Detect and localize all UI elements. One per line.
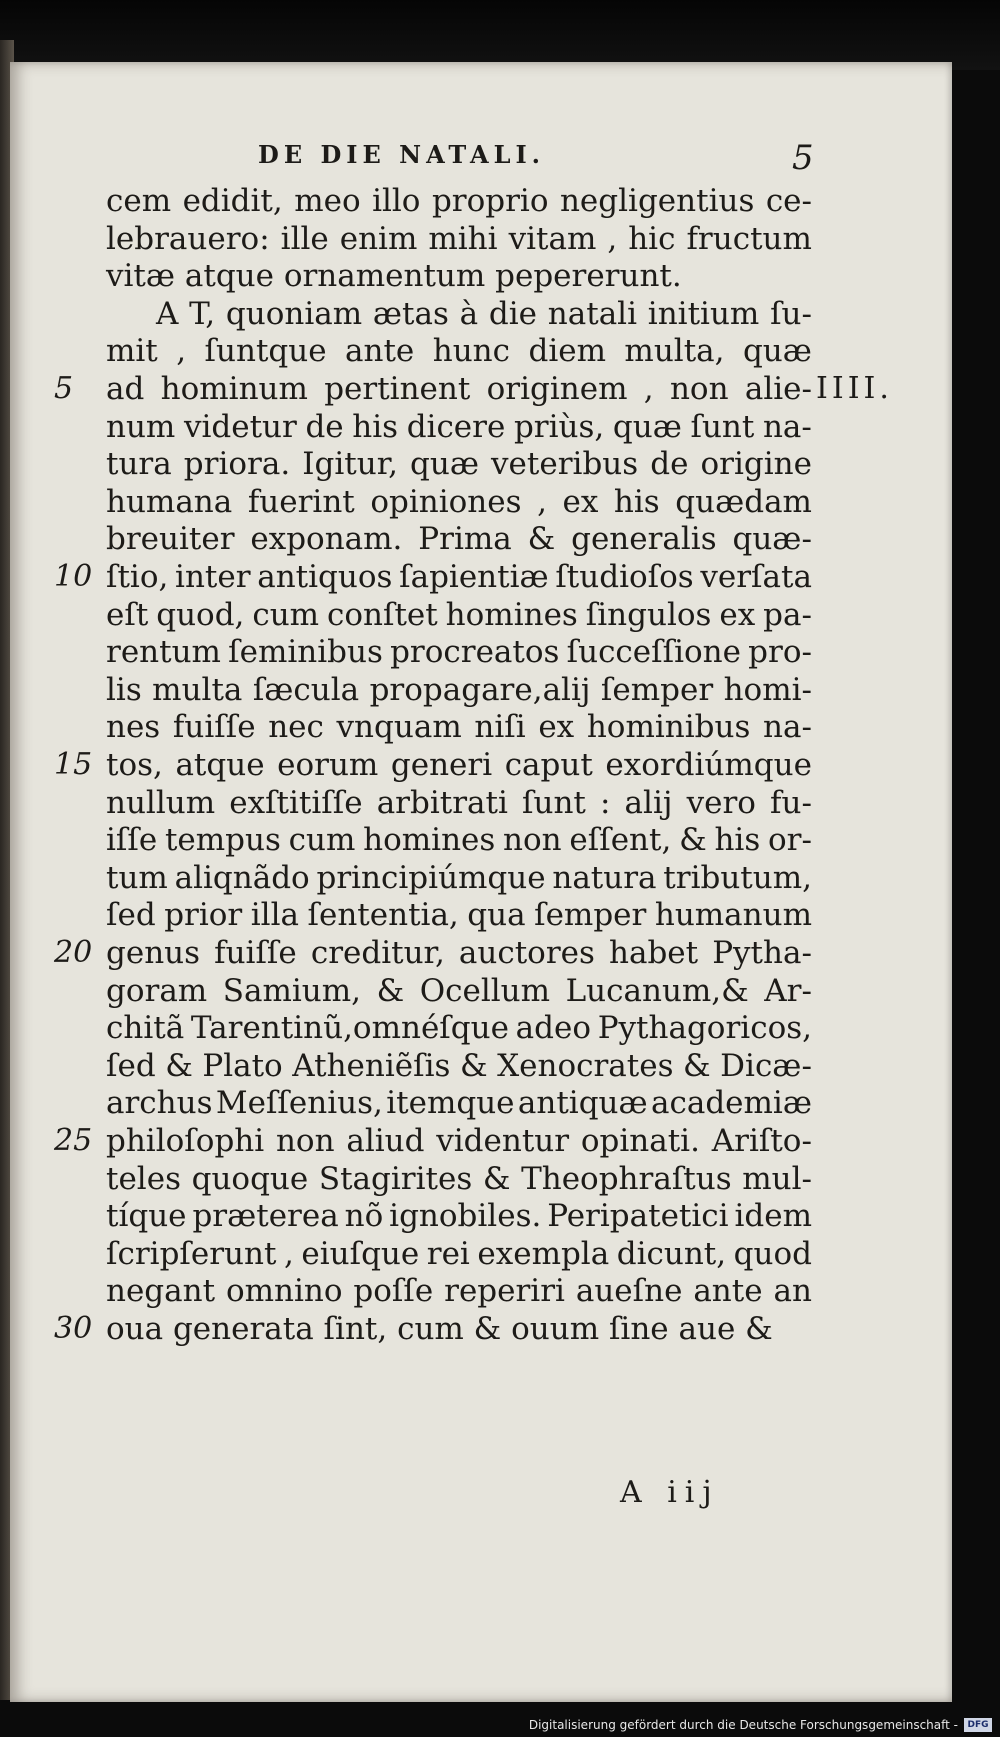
- text-line: ad hominum pertinent originem , non alie-: [106, 371, 812, 407]
- line-number: 30: [54, 1311, 93, 1346]
- text-line: mit , ſuntque ante hunc diem multa, quæ: [106, 333, 812, 370]
- text-line: chitã Tarentinũ,omnéſque adeo Pythagoricos,: [106, 1010, 812, 1047]
- text-line: ſtio, inter antiquos ſapientiæ ſtudioſos verſata: [106, 559, 812, 595]
- text-line: goram Samium, & Ocellum Lucanum,& Ar-: [106, 972, 812, 1009]
- text-line: oua generata ſint, cum & ouum ſine aue &: [106, 1311, 773, 1347]
- line-number: 5: [54, 371, 74, 406]
- line-number: 20: [54, 935, 93, 970]
- text-line: tum aliqnãdo principiúmque natura tributum,: [106, 859, 812, 896]
- running-head-title: DE DIE NATALI.: [258, 140, 546, 169]
- text-line: vitæ atque ornamentum pepererunt.: [106, 258, 682, 295]
- text-line: tíque præterea nõ ignobiles. Peripatetici idem: [106, 1198, 812, 1235]
- text-line: ſed & Plato Atheniẽſis & Xenocrates & Dicæ-: [106, 1047, 812, 1084]
- text-line: cem edidit, meo illo proprio negligentius ce-: [106, 183, 812, 219]
- text-line: nullum exſtitiſſe arbitrati ſunt : alij vero fu-: [106, 784, 812, 821]
- text-line: A T, quoniam ætas à die natali initium ſu-: [156, 295, 812, 332]
- text-line: ſed prior illa ſententia, qua ſemper humanum: [106, 897, 812, 934]
- text-line: genus fuiſſe creditur, auctores habet Pytha-: [106, 935, 812, 971]
- text-line: nes fuiſſe nec vnquam niſi ex hominibus na-: [106, 709, 812, 746]
- line-number: 10: [54, 559, 93, 594]
- text-line: breuiter exponam. Prima & generalis quæ-: [106, 521, 812, 558]
- text-line: teles quoque Stagirites & Theophraſtus mul-: [106, 1160, 812, 1197]
- book-page: [10, 62, 952, 1702]
- footer-bar: [0, 1711, 1000, 1737]
- text-line: lis multa ſæcula propagare,alij ſemper homi-: [106, 671, 812, 708]
- text-line: lebrauero: ille enim mihi vitam , hic fructum: [106, 220, 812, 257]
- text-line: ſcripſerunt , eiuſque rei exempla dicunt, quod: [106, 1235, 812, 1272]
- text-line: humana fuerint opiniones , ex his quædam: [106, 483, 812, 520]
- line-number: 25: [54, 1123, 93, 1158]
- text-line: tos, atque eorum generi caput exordiúmque: [106, 747, 812, 783]
- margin-note: IIII.: [816, 371, 893, 406]
- text-line: tura priora. Igitur, quæ veteribus de origine: [106, 446, 812, 483]
- text-line: rentum ſeminibus procreatos ſucceſſione pro-: [106, 634, 812, 671]
- text-line: eſt quod, cum conſtet homines ſingulos ex pa-: [106, 596, 812, 633]
- text-line: num videtur de his dicere priùs, quæ ſunt na-: [106, 408, 812, 445]
- footer-credit: Digitalisierung gefördert durch die Deutsche Forschungsgemeinschaft -: [528, 1718, 958, 1732]
- text-line: archus Meſſenius, itemque antiquæ academiæ: [106, 1085, 812, 1122]
- running-head: [10, 140, 952, 180]
- page-number: 5: [792, 138, 814, 178]
- line-number: 15: [54, 747, 93, 782]
- signature-mark: A iij: [620, 1475, 720, 1510]
- text-line: philoſophi non aliud videntur opinati. Ariſto-: [106, 1123, 812, 1159]
- scan-background: [0, 0, 1000, 70]
- text-line: negant omnino poſſe reperiri aueſne ante an: [106, 1273, 812, 1310]
- dfg-logo-icon: DFG: [964, 1718, 992, 1732]
- text-line: iſſe tempus cum homines non eſſent, & his or-: [106, 822, 812, 859]
